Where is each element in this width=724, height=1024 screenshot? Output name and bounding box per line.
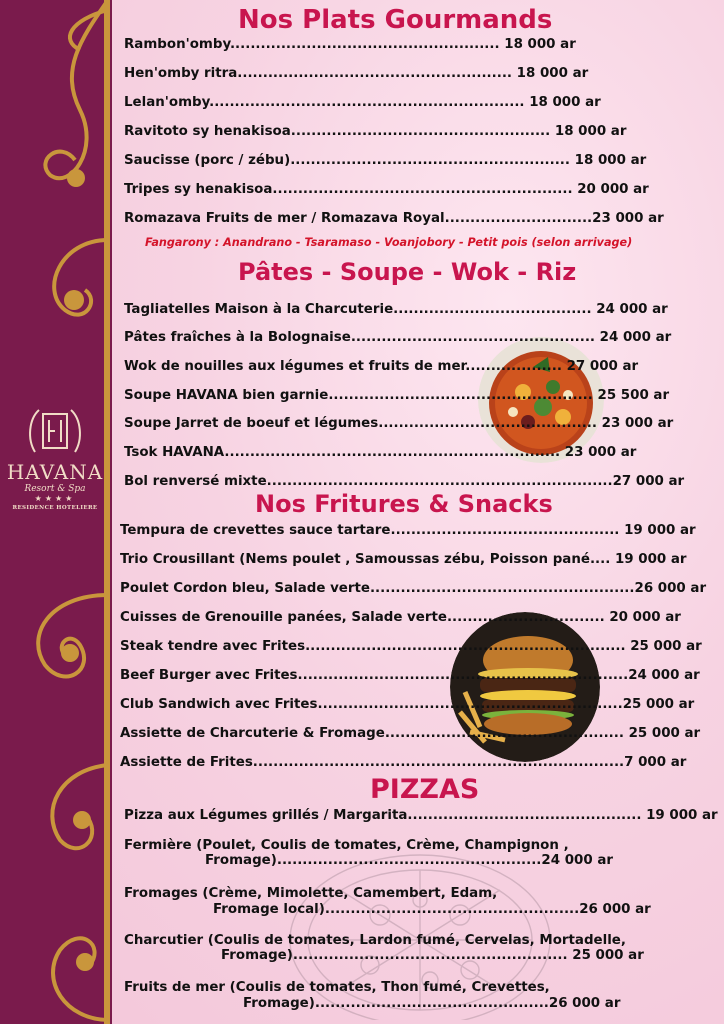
menu-item: Ravitoto sy henakisoa................................................... 18 000 ar <box>124 124 627 139</box>
menu-item: Steak tendre avec Frites............................................................... 25 000 ar <box>120 639 702 654</box>
menu-item: Soupe HAVANA bien garnie.................................................... 25 500 ar <box>124 388 670 403</box>
swirl-ornament-top <box>40 0 112 210</box>
menu-item-continued: Fromage)...................................................... 25 000 ar <box>221 948 644 963</box>
brand-subtitle: Resort & Spa <box>24 484 86 494</box>
garnish-note: Fangarony : Anandrano - Tsaramaso - Voanjobory - Petit pois (selon arrivage) <box>145 236 633 249</box>
menu-item-continued: Fromage local)..................................................26 000 ar <box>213 902 651 917</box>
swirl-ornament-upper <box>40 230 112 370</box>
menu-item: Soupe Jarret de boeuf et légumes........................................... 23 000 ar <box>124 416 674 431</box>
menu-item: Pizza aux Légumes grillés / Margarita.............................................. 19 000 ar <box>124 808 718 823</box>
swirl-ornament-lower <box>30 760 112 870</box>
menu-item: Saucisse (porc / zébu)....................................................... 18 000 ar <box>124 153 647 168</box>
menu-item: Assiette de Charcuterie & Fromage............................................... 25 000 ar <box>120 726 701 741</box>
section-title-pates: Pâtes - Soupe - Wok - Riz <box>238 258 577 286</box>
menu-item: Beef Burger avec Frites.................................................................24 000 ar <box>120 668 700 683</box>
star-rating: ★★★★ <box>34 494 76 503</box>
menu-item: Hen'omby ritra...................................................... 18 000 ar <box>124 66 589 81</box>
hotel-building-icon <box>25 404 85 454</box>
menu-item: Romazava Fruits de mer / Romazava Royal.............................23 000 ar <box>124 211 664 226</box>
brand-name: HAVANA <box>6 460 104 484</box>
menu-item: Club Sandwich avec Frites............................................................25 000 ar <box>120 697 695 712</box>
menu-item: Tsok HAVANA.................................................................. 23 000 ar <box>124 445 637 460</box>
menu-item: Fermière (Poulet, Coulis de tomates, Crème, Champignon , <box>124 838 569 853</box>
menu-item: Tagliatelles Maison à la Charcuterie....................................... 24 000 ar <box>124 302 668 317</box>
menu-item: Cuisses de Grenouille panées, Salade verte............................... 20 000 ar <box>120 610 681 625</box>
brand-tagline: RESIDENCE HOTELIERE <box>12 505 98 511</box>
section-title-plats: Nos Plats Gourmands <box>238 5 553 35</box>
menu-item: Tempura de crevettes sauce tartare............................................. 19 000 ar <box>120 523 696 538</box>
section-title-fritures: Nos Fritures & Snacks <box>255 490 553 518</box>
menu-item: Lelan'omby.............................................................. 18 000 ar <box>124 95 601 110</box>
menu-item: Fromages (Crème, Mimolette, Camembert, Edam, <box>124 886 498 901</box>
menu-item: Rambon'omby..................................................... 18 000 ar <box>124 37 576 52</box>
swirl-ornament-middle <box>20 590 112 700</box>
menu-item: Trio Crousillant (Nems poulet , Samoussas zébu, Poisson pané.... 19 000 ar <box>120 552 687 567</box>
section-title-pizzas: PIZZAS <box>370 774 480 805</box>
menu-item: Bol renversé mixte....................................................................27 000 ar <box>124 474 685 489</box>
swirl-ornament-bottom <box>35 920 112 1024</box>
menu-item: Charcutier (Coulis de tomates, Lardon fumé, Cervelas, Mortadelle, <box>124 933 626 948</box>
havana-logo <box>0 404 110 511</box>
menu-item: Tripes sy henakisoa........................................................... 20 000 ar <box>124 182 649 197</box>
menu-item: Assiette de Frites.........................................................................7 000 ar <box>120 755 687 770</box>
menu-item: Wok de nouilles aux légumes et fruits de mer................... 27 000 ar <box>124 359 639 374</box>
menu-item: Pâtes fraîches à la Bolognaise................................................ 24 000 ar <box>124 330 672 345</box>
menu-item-continued: Fromage)..............................................26 000 ar <box>243 996 621 1011</box>
menu-item: Poulet Cordon bleu, Salade verte....................................................26 000 ar <box>120 581 707 596</box>
menu-item: Fruits de mer (Coulis de tomates, Thon fumé, Crevettes, <box>124 980 550 995</box>
menu-item-continued: Fromage)....................................................24 000 ar <box>205 853 613 868</box>
